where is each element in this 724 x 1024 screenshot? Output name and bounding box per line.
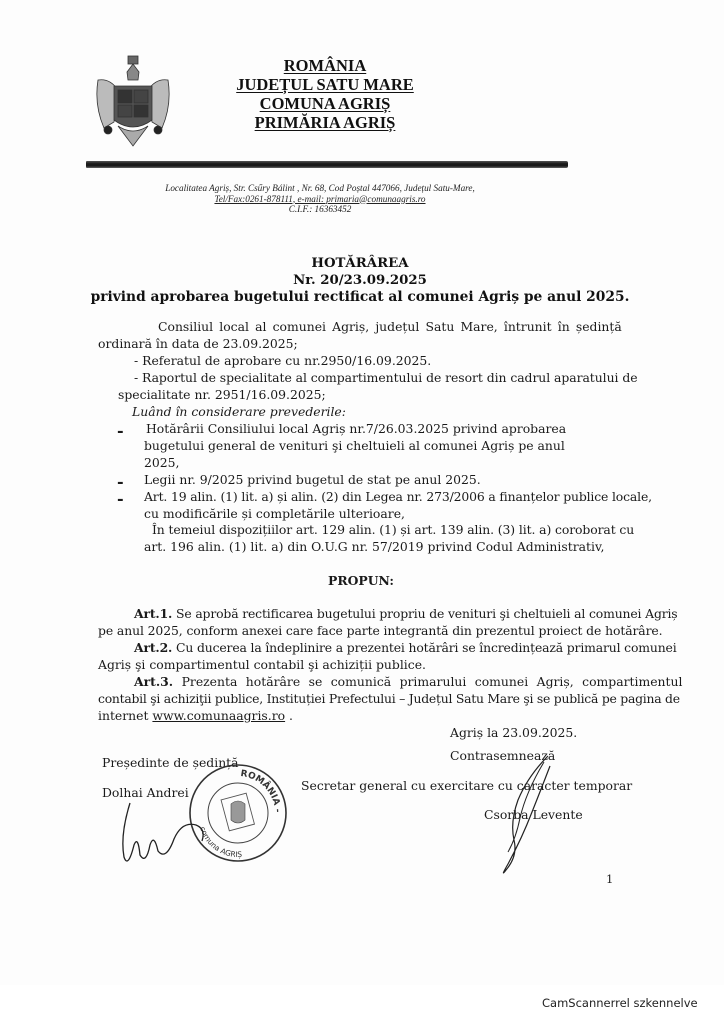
place-date: Agriș la 23.09.2025. [450,725,578,740]
bullet-dash: - [117,472,124,491]
bullet-line: bugetului general de venituri şi cheltuieli al comunei Agriș pe anul [144,438,565,453]
header-country: ROMÂNIA [283,56,367,75]
page-number: 1 [606,872,614,886]
article-text-prefix: internet [98,708,153,723]
chair-name: Dolhai Andrei [102,785,189,800]
article-text: Cu ducerea la îndeplinire a prezentei hotărâri se încredințează primarul comunei [172,640,677,655]
stamp-bottom-text: comuna AGRIȘ [198,825,243,860]
article-text: Agriș şi compartimentul contabil şi achiziții publice. [98,657,426,672]
secretary-signature-icon [488,752,558,882]
article-text [98,708,293,723]
preamble-item: specialitate nr. 2951/16.09.2025; [118,387,326,402]
secretary-name: Csorba Levente [484,807,583,822]
decision-title [90,255,630,306]
article-label: Art.2. [134,640,173,655]
article-label: Art.3. [134,674,174,689]
preamble-line: Consiliul local al comunei Agriș, județul Satu Mare, întrunit în ședință [158,319,622,334]
bullet-line: Hotărârii Consiliului local Agriș nr.7/26.03.2025 privind aprobarea [146,421,567,436]
preamble-item: - Raportul de specialitate al compartimentului de resort din cadrul aparatului de [134,370,638,385]
stamp-top-text: ROMÂNIA - [239,768,283,813]
preamble-line: ordinară în data de 23.09.2025; [98,336,298,351]
bullet-line: cu modificările și completările ulterioare, [144,506,405,521]
preamble-item: - Referatul de aprobare cu nr.2950/16.09.2025. [134,353,432,368]
legal-basis-line: În temeiul dispozițiilor art. 129 alin. (1) și art. 139 alin. (3) lit. a) coroborat cu [152,522,635,537]
romanian-coat-of-arms-icon [92,50,174,150]
article-2 [134,640,677,655]
bullet-line: Art. 19 alin. (1) lit. a) și alin. (2) din Legea nr. 273/2006 a finanțelor publice locale, [144,489,652,504]
scanner-watermark: CamScannerrel szkennelve [542,996,698,1010]
article-text: contabil şi achiziţii publice, Instituției Prefectului – Județul Satu Mare şi se publică pe pagina de [98,691,680,706]
bullet-line: Legii nr. 9/2025 privind bugetul de stat pe anul 2025. [144,472,481,487]
secretary-role: Secretar general cu exercitare cu caracter temporar [301,778,633,793]
doc-type: HOTĂRÂREA [311,256,409,271]
article-label: Art.1. [134,606,173,621]
chair-signature-icon [110,795,220,870]
doc-number: Nr. 20/23.09.2025 [293,273,427,288]
propose-heading: PROPUN: [328,573,394,588]
article-text: Prezenta hotărâre se comunică primarului comunei Agriș, compartimentul [173,674,683,689]
contact-line: Tel/Fax:0261-878111, e-mail: primaria@comunaagris.ro [214,193,426,204]
countersign-label: Contrasemnează [450,748,556,763]
address-line: Localitatea Agriș, Str. Csűry Bálint , Nr. 68, Cod Poștal 447066, Județul Satu-Mare, [165,183,475,193]
bullet-dash: - [117,489,124,508]
article-text-suffix: . [285,708,293,723]
svg-text:ROMÂNIA - [240,769,282,813]
header-divider [86,161,568,168]
bullet-dash: - [117,421,124,440]
doc-subject: privind aprobarea bugetului rectificat al comunei Agriș pe anul 2025. [90,289,630,305]
article-text: Se aprobă rectificarea bugetului propriu de venituri şi cheltuieli al comunei Agriș [172,606,678,621]
chair-role: Președinte de ședință [102,755,239,770]
header-town-hall: PRIMĂRIA AGRIȘ [254,113,396,132]
article-1 [134,606,678,621]
website-link[interactable]: www.comunaagris.ro [152,708,286,723]
header-county: JUDEȚUL SATU MARE [236,75,414,94]
legal-basis-line: art. 196 alin. (1) lit. a) din O.U.G nr. 57/2019 privind Codul Administrativ, [144,539,605,554]
article-3 [134,674,682,689]
header-commune: COMUNA AGRIȘ [259,94,391,113]
considering-label: Luând în considerare prevederile: [132,404,346,419]
bullet-line: 2025, [144,455,180,470]
article-text: pe anul 2025, conform anexei care face parte integrantă din prezentul proiect de hotărâre. [98,623,663,638]
institution-header [200,56,450,132]
fiscal-code: C.I.F.: 16363452 [288,204,352,214]
address-block [100,183,540,215]
